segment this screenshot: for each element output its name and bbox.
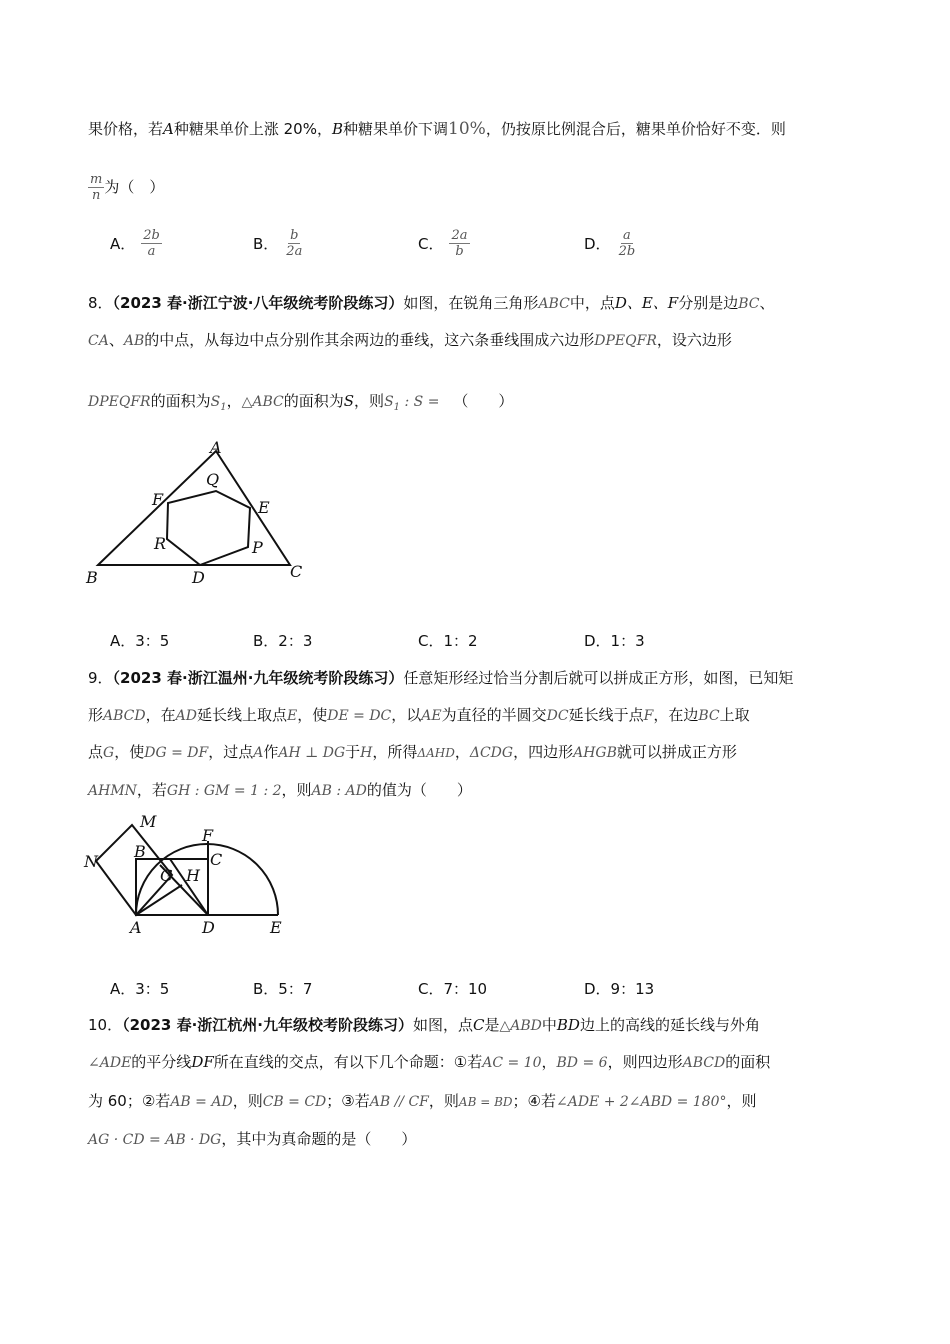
text: ，所得 — [372, 743, 418, 761]
q9-line1 — [88, 667, 793, 689]
q9-option-b[interactable] — [253, 978, 312, 999]
label-e: E — [258, 498, 270, 517]
text: ；③若 — [326, 1092, 370, 1110]
option-text: C．7：10 — [418, 980, 488, 998]
question-number: 8． — [88, 294, 113, 312]
math: AHMN — [88, 783, 137, 799]
q7-option-d[interactable] — [584, 228, 637, 259]
option-text: A．3：5 — [110, 980, 170, 998]
var: B — [331, 120, 343, 138]
text: ，四边形 — [513, 743, 574, 761]
label-e: E — [270, 918, 282, 937]
question-source: （2023 春·浙江杭州·九年级校考阶段练习） — [122, 1016, 413, 1034]
text: ，过点 — [208, 743, 254, 761]
text: 形 — [88, 706, 104, 724]
label-p: P — [252, 538, 263, 557]
label-n: N — [84, 852, 98, 871]
sub: 1 — [220, 401, 227, 413]
label-a: A — [210, 438, 222, 457]
math: AD — [175, 708, 197, 724]
text: ，在边 — [653, 706, 699, 724]
q7-line1 — [88, 118, 786, 140]
fraction-m-n — [88, 172, 104, 203]
q7-line2 — [88, 172, 164, 203]
math: ABC — [538, 296, 570, 312]
text: 如图，点 — [412, 1016, 473, 1034]
text: （ ） — [453, 392, 514, 410]
math: CA — [88, 333, 109, 349]
label-r: R — [154, 534, 167, 553]
math: △ABD — [499, 1018, 542, 1034]
text: ，则 — [428, 1092, 459, 1110]
text: ，则四边形 — [607, 1053, 683, 1071]
math: DPEQFR — [594, 333, 657, 349]
var: A — [163, 120, 174, 138]
q9-line3 — [88, 741, 737, 764]
text: ， — [226, 392, 242, 410]
num: a — [622, 228, 631, 243]
option-label: A． — [110, 235, 136, 253]
text: 的值为（ ） — [366, 781, 472, 799]
math: AB = BD — [458, 1095, 513, 1109]
label-a: A — [130, 918, 142, 937]
math: AB = AD — [170, 1094, 233, 1110]
label-c: C — [210, 850, 223, 869]
text: ，则 — [232, 1092, 263, 1110]
q9-line4 — [88, 779, 472, 802]
q7-option-c[interactable] — [418, 228, 470, 259]
math-s1 — [210, 394, 227, 413]
math: ABCD — [682, 1055, 726, 1071]
math: DG = DF — [144, 745, 209, 761]
text: 的面积 — [725, 1053, 771, 1071]
math: ∠ADE — [88, 1055, 132, 1071]
text: 所在直线的交点，有以下几个命题：①若 — [213, 1053, 483, 1071]
text: 种糖果单价上涨 20%， — [173, 120, 332, 138]
label-b: B — [134, 842, 146, 861]
math: DE = DC — [327, 708, 392, 724]
math: A — [253, 745, 264, 761]
math: ∠ADE + 2∠ABD = 180° — [555, 1094, 727, 1110]
option-fraction — [284, 228, 304, 259]
option-text: B．2：3 — [253, 632, 313, 650]
option-label: C． — [418, 235, 444, 253]
text: ，则 — [726, 1092, 757, 1110]
option-fraction — [449, 228, 469, 259]
q8-line1 — [88, 292, 775, 315]
q8-line2 — [88, 329, 732, 352]
num: 2a — [451, 228, 468, 243]
text: 的中点，从每边中点分别作其余两边的垂线，这六条垂线围成六边形 — [144, 331, 595, 349]
text: ，以 — [391, 706, 422, 724]
label-m: M — [140, 812, 157, 831]
math: BC — [698, 708, 720, 724]
math: AH ⊥ DG — [278, 745, 346, 761]
q10-line1 — [88, 1014, 760, 1037]
q9-figure — [80, 805, 300, 945]
text: 、 — [108, 331, 124, 349]
text: ，若 — [136, 781, 167, 799]
label-f: F — [152, 490, 164, 509]
text: 为（ ） — [104, 178, 165, 196]
label-d: D — [192, 568, 205, 587]
q8-option-b[interactable] — [253, 630, 312, 651]
option-fraction — [617, 228, 638, 259]
math: G — [103, 745, 115, 761]
q8-option-c[interactable] — [418, 630, 478, 651]
text: ，使 — [297, 706, 328, 724]
q10-line2 — [88, 1051, 770, 1074]
text: ， — [454, 743, 470, 761]
question-number: 10． — [88, 1016, 123, 1034]
text: ，设六边形 — [656, 331, 732, 349]
math: DPEQFR — [88, 394, 151, 410]
math: ΔAHD — [417, 746, 455, 760]
rest: : S = — [400, 394, 440, 410]
question-source: （2023 春·浙江宁波·八年级统考阶段练习） — [112, 294, 404, 312]
text: 任意矩形经过恰当分割后就可以拼成正方形，如图，已知矩 — [403, 669, 794, 687]
text: ，使 — [114, 743, 145, 761]
text: 延长线上取点 — [196, 706, 287, 724]
den: 2b — [618, 244, 636, 259]
text: 中，点 — [569, 294, 615, 312]
num: 2b — [143, 228, 160, 243]
question-source: （2023 春·浙江温州·九年级统考阶段练习） — [112, 669, 404, 687]
label-b: B — [86, 568, 98, 587]
option-text: C．1：2 — [418, 632, 478, 650]
s: S — [210, 394, 221, 410]
text: ；④若 — [512, 1092, 556, 1110]
option-label: D． — [584, 235, 611, 253]
q8-option-d[interactable] — [584, 630, 645, 651]
text: 点 — [88, 743, 104, 761]
q8-line3 — [88, 390, 513, 419]
var: C — [472, 1016, 485, 1034]
math: CB = CD — [262, 1094, 327, 1110]
math: AE — [421, 708, 442, 724]
text: 是 — [484, 1016, 500, 1034]
q9-option-c[interactable] — [418, 978, 487, 999]
text: 种糖果单价下调 — [343, 120, 449, 138]
text: 为直径的半圆交 — [441, 706, 547, 724]
question-number: 9． — [88, 669, 113, 687]
den: n — [91, 188, 101, 203]
math: GH : GM = 1 : 2 — [166, 783, 282, 799]
math: ΔCDG — [469, 745, 514, 761]
text: 就可以拼成正方形 — [616, 743, 737, 761]
math: AC = 10 — [482, 1055, 542, 1071]
label-f: F — [202, 826, 214, 845]
q8-option-a[interactable] — [110, 630, 169, 651]
math: BD = 6 — [556, 1055, 608, 1071]
s: S — [384, 394, 394, 410]
text: 延长线于点 — [568, 706, 644, 724]
label-q: Q — [206, 470, 220, 489]
math-ratio — [384, 394, 440, 413]
label-h: H — [186, 866, 200, 885]
den: 2a — [286, 244, 303, 259]
text: ，在 — [145, 706, 176, 724]
hexagon-dpeqfr — [167, 491, 250, 565]
text: ，其中为真命题的是（ ） — [221, 1130, 417, 1148]
label-d: D — [202, 918, 215, 937]
den: a — [147, 244, 156, 259]
option-fraction — [141, 228, 162, 259]
q7-option-a[interactable] — [110, 228, 162, 259]
text: 如图，在锐角三角形 — [403, 294, 539, 312]
q8-figure — [80, 435, 340, 595]
math: AB : AD — [311, 783, 367, 799]
math: AG · CD = AB · DG — [88, 1132, 222, 1148]
text: 中 — [541, 1016, 557, 1034]
text: 的面积为 — [150, 392, 211, 410]
text: 作 — [263, 743, 279, 761]
math-percent: 10% — [448, 119, 486, 139]
math: E — [287, 708, 298, 724]
math: AB — [123, 333, 145, 349]
num: b — [290, 228, 299, 243]
q9-option-a[interactable] — [110, 978, 169, 999]
den: b — [455, 244, 464, 259]
text: ，仍按原比例混合后，糖果单价恰好不变．则 — [485, 120, 786, 138]
var: D、E、F — [614, 294, 679, 312]
q9-option-d[interactable] — [584, 978, 654, 999]
num: m — [90, 172, 103, 187]
text: 为 60；②若 — [88, 1092, 171, 1110]
math: ABCD — [103, 708, 146, 724]
text: 上取 — [719, 706, 750, 724]
var: BD — [556, 1016, 580, 1034]
var: DF — [191, 1053, 214, 1071]
math: DC — [546, 708, 569, 724]
text: ， — [541, 1053, 557, 1071]
text: ，则 — [281, 781, 312, 799]
option-text: A．3：5 — [110, 632, 170, 650]
option-text: B．5：7 — [253, 980, 313, 998]
label-g: G — [160, 866, 173, 885]
option-text: D．1：3 — [584, 632, 645, 650]
text: 、 — [759, 294, 775, 312]
text: ，则 — [354, 392, 385, 410]
sub: 1 — [393, 401, 401, 413]
q10-line3 — [88, 1090, 757, 1113]
q9-line2 — [88, 704, 750, 727]
math: F — [643, 708, 654, 724]
text: 分别是边 — [678, 294, 739, 312]
label-c: C — [290, 562, 303, 581]
math: △ABC — [241, 394, 284, 410]
text: 果价格，若 — [88, 120, 164, 138]
text: 边上的高线的延长线与外角 — [579, 1016, 760, 1034]
option-text: D．9：13 — [584, 980, 655, 998]
var: S — [343, 392, 355, 410]
math: AHGB — [573, 745, 617, 761]
math: AB // CF — [369, 1094, 429, 1110]
q7-option-b[interactable] — [253, 228, 304, 259]
text: 的面积为 — [283, 392, 344, 410]
text: 的平分线 — [131, 1053, 192, 1071]
text: 于 — [345, 743, 361, 761]
math: H — [360, 745, 373, 761]
option-label: B． — [253, 235, 279, 253]
q10-line4 — [88, 1128, 416, 1151]
math: BC — [738, 296, 760, 312]
